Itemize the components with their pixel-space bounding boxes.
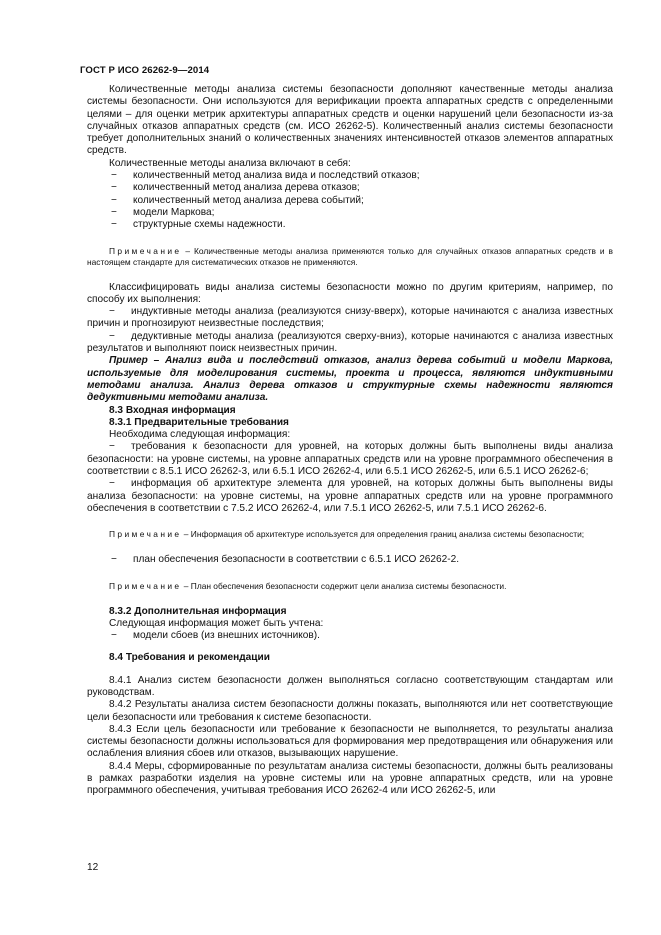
note-safety-plan: Примечание – План обеспечения безопасности содержит цели анализа системы безопасности. [109,580,507,591]
paragraph-quant-methods-lead: Количественные методы анализа включают в себя: [109,157,351,169]
list-item: − количественный метод анализа вида и последствий отказов; [111,170,420,182]
paragraph-quant-intro: Количественные методы анализа системы безопасности дополняют качественные методы анализа системы безопасности. Они используются для верификации проекта аппаратных средств с определенными целями – для оценки метрик архитектуры аппаратных средств и оценки нарушений цели безопасности из-за случайных отказов аппаратных средств (см. ИСО 26262-5). Количественный анализ системы безопасности требует дополнительных знаний о количественных значениях интенсивностей отказов элементов аппаратных средств. [87,84,613,157]
clause-8-4-1: 8.4.1 Анализ систем безопасности должен выполняться согласно соответствующим стандартам или руководствам. [87,674,613,698]
section-heading-8-3-2: 8.3.2 Дополнительная информация [109,605,287,617]
list-item: − модели сбоев (из внешних источников). [111,630,320,642]
dash-marker: − [111,170,117,182]
list-item: − количественный метод анализа дерева событий; [111,194,364,206]
list-item: − количественный метод анализа дерева отказов; [111,182,360,194]
dash-marker: − [109,330,115,342]
list-item: − требования к безопасности для уровней, на которых должны быть выполнены виды анализа безопасности: на уровне системы, на уровне аппаратных средств или на уровне программного обеспечения в соответствии с 8.5.1 ИСО 26262-3, или 6.5.1 ИСО 26262-4, или 6.5.1 ИСО 26262-5, или 6.5.1 ИСО 26262-6; [87,441,613,478]
section-heading-8-4: 8.4 Требования и рекомендации [109,652,270,664]
dash-marker: − [111,554,117,566]
document-header: ГОСТ Р ИСО 26262-9—2014 [80,65,210,76]
note-label: Примечание [109,245,182,256]
list-item: − модели Маркова; [111,206,215,218]
note-label: Примечание [109,529,182,540]
dash-marker: − [111,219,117,231]
paragraph-required-info: Необходима следующая информация: [109,429,291,441]
list-item: − структурные схемы надежности. [111,219,286,231]
list-item: − дедуктивные методы анализа (реализуются сверху-вниз), которые начинаются с анализа известных результатов и выполняют поиск неизвестных причин. [87,330,613,355]
dash-marker: − [109,478,115,490]
example-paragraph: Пример – Анализ вида и последствий отказов, анализ дерева событий и модели Маркова, используемые для моделирования системы, проекта и процесса, являются индуктивными методами анализа. Анализ дерева отказов и структурные схемы надежности являются дедуктивными методами анализа. [87,355,613,404]
note-architecture: Примечание – Информация об архитектуре используется для определения границ анализа системы безопасности; [109,529,585,540]
dash-marker: − [111,194,117,206]
paragraph-classification: Классифицировать виды анализа системы безопасности можно по другим критериям, например, по способу их выполнения: [87,281,613,305]
clause-8-4-3: 8.4.3 Если цель безопасности или требование к безопасности не выполняется, то результаты анализа системы безопасности должны использоваться для формирования мер предотвращения или обнаружения или ослабления влияния сбоев или отказов, вызывающих нарушение. [87,723,613,760]
page-content [87,84,613,798]
clause-8-4-2: 8.4.2 Результаты анализа систем безопасности должны показать, выполняются или нет соответствующие цели безопасности или требования к системе безопасности. [87,699,613,723]
dash-marker: − [111,182,117,194]
clause-8-4-4: 8.4.4 Меры, сформированные по результатам анализа системы безопасности, должны быть реализованы в рамках разработки изделия на уровне системы или на уровне аппаратных средств, или на уровне программного обеспечения, учитывая требования ИСО 26262-4 или ИСО 26262-5, или [87,760,613,797]
dash-marker: − [109,441,115,453]
list-item: − индуктивные методы анализа (реализуются снизу-вверх), которые начинаются с анализа известных причин и прогнозируют неизвестные последствия; [87,306,613,330]
dash-marker: − [111,630,117,642]
page-number: 12 [87,862,99,873]
section-heading-8-3: 8.3 Входная информация [109,404,236,416]
paragraph-optional-info: Следующая информация может быть учтена: [109,617,324,629]
dash-marker: − [111,206,117,218]
dash-marker: − [109,306,115,318]
note-quant-methods: Примечание – Количественные методы анализа применяются только для случайных отказов аппаратных средств и в настоящем стандарте для систематических отказов не применяются. [87,245,613,267]
note-label: Примечание [109,580,182,591]
section-heading-8-3-1: 8.3.1 Предварительные требования [109,416,289,428]
list-item: − информация об архитектуре элемента для уровней, на которых должны быть выполнены виды анализа безопасности: на уровне системы, на уровне аппаратных средств или на уровне программного обеспечения в соответствии с 7.5.2 ИСО 26262-4, или 7.5.1 ИСО 26262-5, или 7.5.1 ИСО 26262-6. [87,478,613,514]
list-item: − план обеспечения безопасности в соответствии с 6.5.1 ИСО 26262-2. [111,554,460,566]
